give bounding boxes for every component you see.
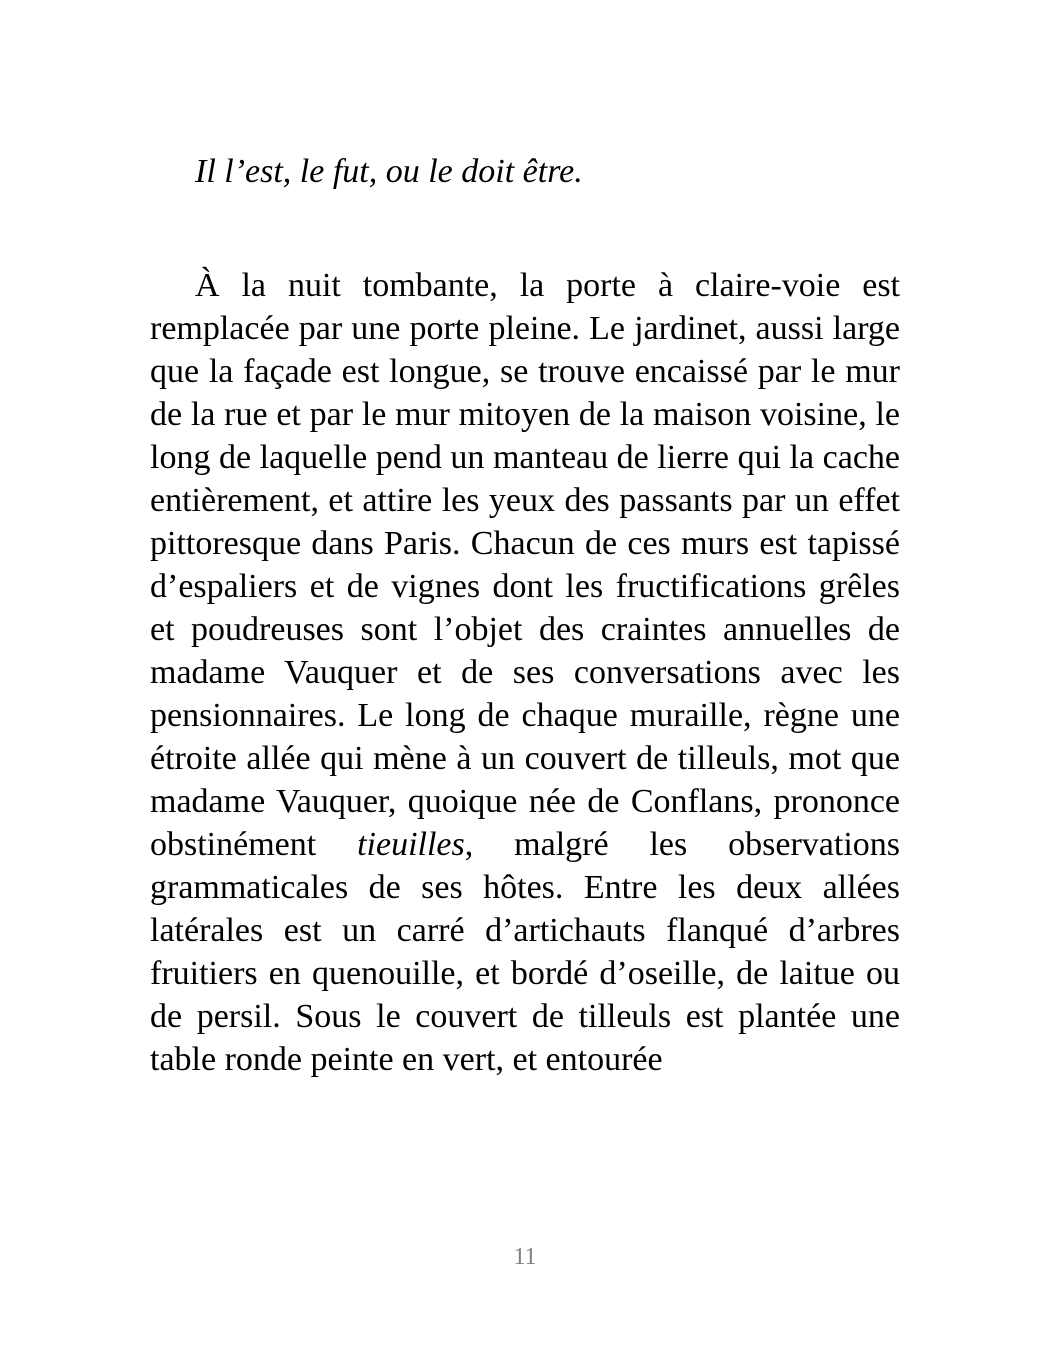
page-number: 11 — [513, 1244, 537, 1270]
paragraph-text-end: , malgré les observations grammaticales de ses hôtes. Entre les deux allées latérales est un carré d’artichauts flanqué d’arbres fruitiers en quenouille, et bordé d’oseille, de laitue ou de persil. Sous le couvert de tilleuls est plantée une table ronde peinte en vert, et entourée — [150, 826, 900, 1078]
paragraph-text-start: À la nuit tombante, la porte à claire-voie est remplacée par une porte pleine. Le jardinet, aussi large que la façade est longue, se trouve encaissé par le mur de la rue et par le mur mitoyen de la maison voisine, le long de laquelle pend un manteau de lierre qui la cache entièrement, et attire les yeux des passants par un effet pittoresque dans Paris. Chacun de ces murs est tapissé d’espaliers et de vignes dont les fructifications grêles et poudreuses sont l’objet des craintes annuelles de madame Vauquer et de ses conversations avec les pensionnaires. Le long de chaque muraille, règne une étroite allée qui mène à un couvert de tilleuls, mot que madame Vauquer, quoique née de Conflans, prononce obstinément — [150, 267, 900, 863]
italic-word: tieuilles — [357, 826, 465, 863]
epigraph: Il l’est, le fut, ou le doit être. — [195, 153, 583, 190]
body-paragraph — [150, 264, 900, 1081]
